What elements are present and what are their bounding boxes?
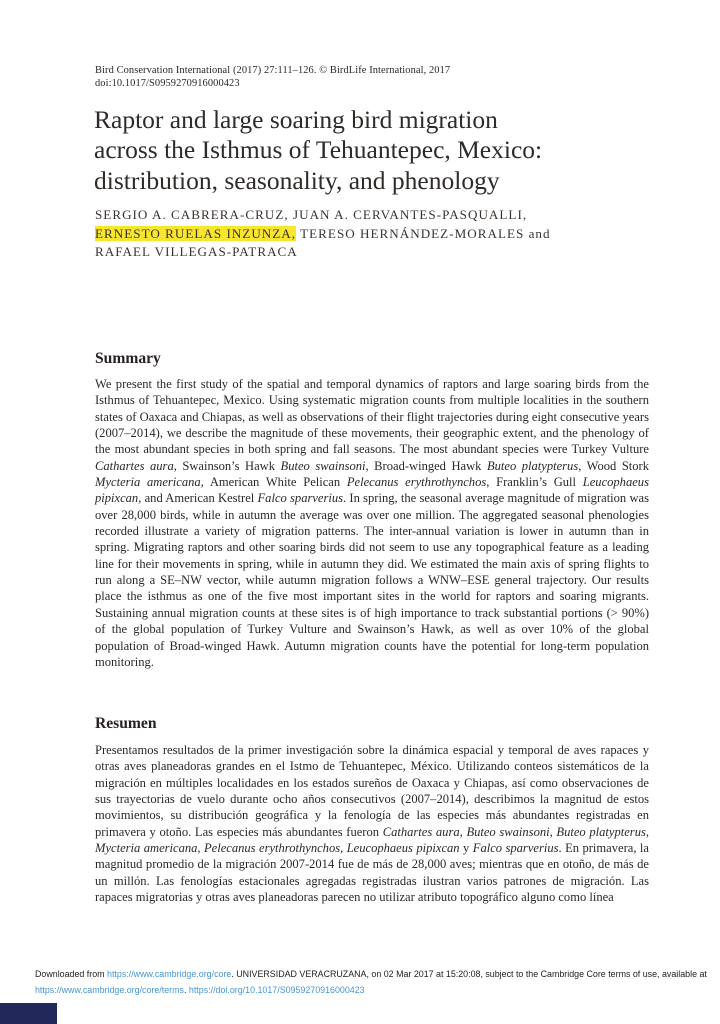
species-name-italic: Cathartes aura: [95, 458, 174, 473]
corner-overlay-box: [0, 1003, 57, 1024]
author-line: SERGIO A. CABRERA-CRUZ, JUAN A. CERVANTES-PASQUALLI,: [95, 207, 528, 222]
species-name-italic: Mycteria americana: [95, 475, 201, 490]
author-list: [95, 206, 551, 262]
species-name-italic: Cathartes aura, Buteo swainsoni, Buteo platypterus, Mycteria americana, Pelecanus erythrothynchos, Leucophaeus pipixcan: [95, 824, 649, 856]
summary-paragraph: We present the first study of the spatial and temporal dynamics of raptors and large soaring birds from the Isthmus of Tehuantepec, Mexico. Using systematic migration counts from multiple localities in the southern states of Oaxaca and Chiapas, as well as observations of their flight trajectories during eight consecutive years (2007–2014), we describe the magnitude of these movements, their geographic extent, and the phenology of the most abundant species in both spring and fall seasons. The most abundant species were Turkey Vulture Cathartes aura, Swainson’s Hawk Buteo swainsoni, Broad-winged Hawk Buteo platypterus, Wood Stork Mycteria americana, American White Pelican Pelecanus erythrothynchos, Franklin’s Gull Leucophaeus pipixcan, and American Kestrel Falco sparverius. In spring, the seasonal average magnitude of migration was over 28,000 birds, while in autumn the average was over one million. The aggregated seasonal phenologies recorded illustrate a variety of migration patterns. The inter-annual variation is lower in autumn than in spring. Migrating raptors and other soaring birds did not seem to use any topographical feature as a leading line for their movements in spring, while in autumn they did. We estimated the main axis of spring flights to run along a SE–NW vector, while autumn migration follows a WNW–ESE general trajectory. Our results place the isthmus as one of the five most important sites in the world for raptors and soaring migrants. Sustaining annual migration counts at these sites is of high importance to track substantial portions (> 90%) of the global population of Turkey Vulture and Swainson’s Hawk, as well as over 10% of the global population of Broad-winged Hawk. Autumn migration counts have the potential for long-term population monitoring.: [95, 377, 650, 669]
species-name-italic: Falco sparverius: [257, 491, 344, 506]
footer-url-link[interactable]: https://www.cambridge.org/core: [107, 969, 232, 979]
species-name-italic: Leucophaeus pipixcan: [95, 475, 649, 506]
footer-line-terms-doi: https://www.cambridge.org/core/terms. https://doi.org/10.1017/S0959270916000423: [35, 985, 365, 996]
journal-citation-header: [95, 64, 450, 91]
species-name-italic: Buteo swainsoni: [280, 458, 366, 473]
article-title-line: distribution, seasonality, and phenology: [94, 165, 500, 195]
footer-line-download-info: Downloaded from https://www.cambridge.org/core. UNIVERSIDAD VERACRUZANA, on 02 Mar 2017 at 15:20:08, subject to the Cambridge Core terms of use, available at: [35, 969, 707, 979]
author-line: RAFAEL VILLEGAS-PATRACA: [95, 244, 298, 260]
author-line-with-highlight: ERNESTO RUELAS INZUNZA, TERESO HERNÁNDEZ-MORALES and: [95, 225, 551, 241]
footer-url-link[interactable]: https://doi.org/10.1017/S0959270916000423: [188, 985, 365, 996]
resumen-paragraph: Presentamos resultados de la primer investigación sobre la dinámica espacial y temporal de aves rapaces y otras aves planeadoras grandes en el Istmo de Tehuantepec, México. Utilizando conteos sistemáticos de la migración en múltiples localidades en los estados sureños de Oaxaca y Chiapas, así como observaciones de sus trayectorias de vuelo durante ocho años consecutivos (2007–2014), describimos la magnitud de estos movimientos, su distribución geográfica y la fenología de las especies más abundantes registradas en primavera y otoño. Las especies más abundantes fueron Cathartes aura, Buteo swainsoni, Buteo platypterus, Mycteria americana, Pelecanus erythrothynchos, Leucophaeus pipixcan y Falco sparverius. En primavera, la magnitud promedio de la migración 2007-2014 fue de más de 28,000 aves; mientras que en otoño, de más de un millón. Las fenologías estacionales agregadas registradas ilustran varios patrones de migración. Las rapaces migratorias y otras aves planeadoras parecen no utilizar atributo topográfico alguno como línea: [95, 743, 649, 905]
footer-url-link[interactable]: https://www.cambridge.org/core/terms: [35, 985, 184, 996]
article-title: [94, 105, 542, 196]
article-title-line: Raptor and large soaring bird migration: [94, 105, 498, 134]
summary-heading: Summary: [95, 350, 161, 367]
journal-doi-line: doi:10.1017/S0959270916000423: [95, 78, 240, 90]
species-name-italic: Buteo platypterus: [486, 458, 579, 473]
article-title-line: across the Isthmus of Tehuantepec, Mexico:: [94, 135, 543, 165]
highlighted-author-name: ERNESTO RUELAS INZUNZA,: [95, 225, 297, 241]
cambridge-core-footer: [35, 966, 713, 999]
species-name-italic: Pelecanus erythrothynchos: [346, 475, 487, 490]
journal-citation-line: Bird Conservation International (2017) 27:111–126. © BirdLife International, 2017: [95, 65, 451, 76]
resumen-heading: Resumen: [95, 715, 157, 732]
species-name-italic: Falco sparverius: [472, 841, 559, 856]
